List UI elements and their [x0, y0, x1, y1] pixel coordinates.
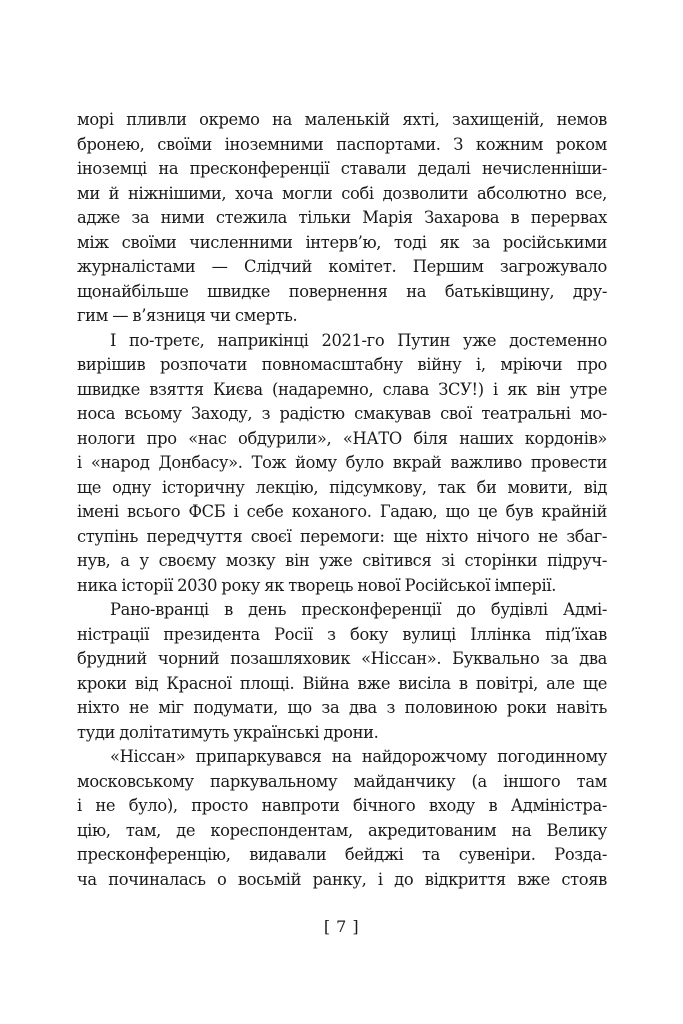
text-line: Рано-вранці в день пресконференції до будівлі Адмі- — [110, 600, 607, 619]
text-line: ніхто не міг подумати, що за два з половиною роки навіть — [77, 698, 607, 717]
text-line: ще одну історичну лекцію, підсумкову, так би мовити, від — [77, 477, 607, 497]
text-line: ника історії 2030 року як творець нової Російської імперії. — [77, 575, 557, 595]
text-line: «Ніссан» припаркувався на найдорожчому погодинному — [110, 747, 607, 766]
text-line: нув, а у своєму мозку він уже світився зі сторінки підруч- — [77, 551, 607, 570]
text-line: ступінь передчуття своєї перемоги: ще ніхто нічого не збаг- — [77, 526, 607, 546]
text-line: адже за ними стежила тільки Марія Захарова в перервах — [77, 208, 607, 227]
text-line: вирішив розпочати повномасштабну війну і, мріючи про — [77, 355, 607, 374]
paragraph — [77, 329, 607, 599]
text-line: морі пливли окремо на маленькій яхті, захищеній, немов — [77, 110, 607, 129]
text-line: іноземці на пресконференції ставали дедалі нечисленніши- — [77, 159, 607, 178]
text-line: нологи про «нас обдурили», «НАТО біля наших кордонів» — [77, 428, 607, 448]
text-line: кроки від Красної площі. Війна вже висіла в повітрі, але ще — [77, 673, 607, 693]
body-text — [77, 108, 607, 892]
text-line: туди долітатимуть українські дрони. — [77, 722, 379, 742]
text-line: пресконференцію, видавали бейджі та сувеніри. Розда- — [77, 845, 607, 864]
paragraph — [77, 745, 607, 892]
text-line: щонайбільше швидке повернення на батьківщину, дру- — [77, 281, 607, 301]
text-line: ністрації президента Росії з боку вулиці Іллінка під’їхав — [77, 624, 607, 644]
text-line: ча починалась о восьмій ранку, і до відкриття вже стояв — [77, 869, 607, 889]
text-line: московському паркувальному майданчику (а іншого там — [77, 771, 607, 791]
text-line: гим — в’язниця чи смерть. — [77, 306, 298, 325]
text-line: швидке взяття Києва (надаремно, слава ЗСУ!) і як він утре — [77, 379, 607, 399]
paragraph — [77, 598, 607, 745]
text-line: і не було), просто навпроти бічного входу в Адміністра- — [77, 796, 607, 815]
text-line: І по-третє, наприкінці 2021-го Путин уже достеменно — [110, 330, 607, 350]
text-line: і «народ Донбасу». Тож йому було вкрай важливо провести — [77, 453, 607, 472]
text-line: бронею, своїми іноземними паспортами. З кожним роком — [77, 134, 607, 154]
text-line: брудний чорний позашляховик «Ніссан». Буквально за два — [77, 649, 607, 668]
text-line: ми й ніжнішими, хоча могли собі дозволити абсолютно все, — [77, 183, 607, 203]
text-line: журналістами — Слідчий комітет. Першим загрожувало — [77, 257, 607, 276]
text-line: між своїми численними інтерв’ю, тоді як за російськими — [77, 232, 607, 252]
text-line: імені всього ФСБ і себе коханого. Гадаю, що це був крайній — [77, 502, 607, 521]
page-number: [ 7 ] — [323, 917, 360, 936]
paragraph — [77, 108, 607, 329]
text-line: цію, там, де кореспондентам, акредитованим на Велику — [77, 820, 607, 840]
text-line: носа всьому Заходу, з радістю смакував свої театральні мо- — [77, 404, 607, 423]
